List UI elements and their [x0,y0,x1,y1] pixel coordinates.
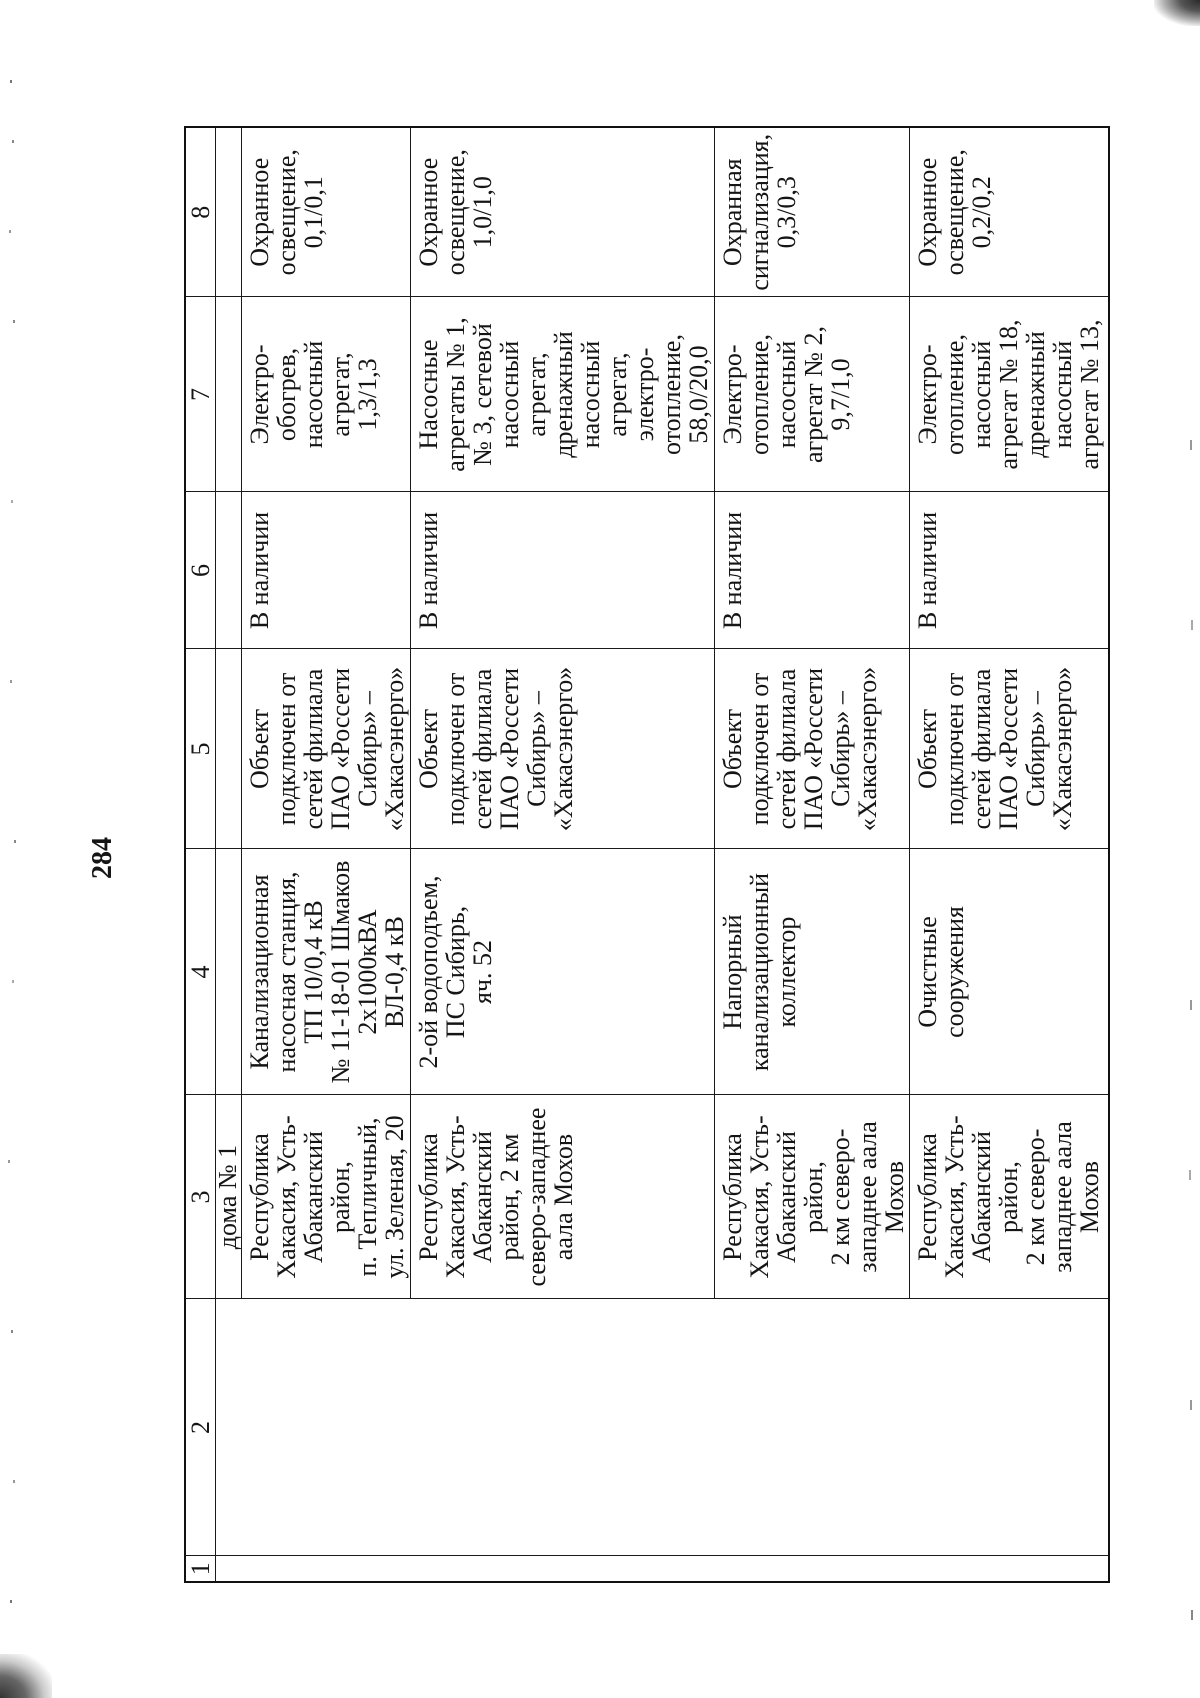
scan-specks-right [1190,440,1192,450]
connection-cell: Объект подключен от сетей филиала ПАО «Россети Сибирь» – «Хакасэнерго» [242,649,411,849]
empty-cell [216,849,242,1095]
connection-cell: Объект подключен от сетей филиала ПАО «Россети Сибирь» – «Хакасэнерго» [910,649,1109,849]
availability-cell: В наличии [715,492,910,649]
column-number-6: 6 [185,492,216,649]
availability-cell: В наличии [242,492,411,649]
process-load-cell: Насосные агрегаты № 1, № 3, сетевой насосный агрегат, дренажный насосный агрегат, электро- отопление, 58,0/20,0 [411,297,715,492]
facility-cell: Канализационная насосная станция, ТП 10/0,4 кВ № 11-18-01 Шмаков 2х1000кВА ВЛ-0,4 кВ [242,849,411,1095]
address-cell: Республика Хакасия, Усть- Абаканский район, 2 км северо-западнее аала Мохов [411,1095,715,1299]
column-number-1: 1 [185,1556,216,1582]
facility-cell: Напорный канализационный коллектор [715,849,910,1095]
process-load-cell: Электро- отопление, насосный агрегат № 2, 9,7/1,0 [715,297,910,492]
security-load-cell: Охранное освещение, 0,1/0,1 [242,127,411,297]
security-load-cell: Охранное освещение, 0,2/0,2 [910,127,1109,297]
address-cell: Республика Хакасия, Усть- Абаканский район, п. Тепличный, ул. Зеленая, 20 [242,1095,411,1299]
column-number-4: 4 [185,849,216,1095]
security-load-cell: Охранное освещение, 1,0/1,0 [411,127,715,297]
connection-cell: Объект подключен от сетей филиала ПАО «Россети Сибирь» – «Хакасэнерго» [715,649,910,849]
empty-cell [216,297,242,492]
scan-specks-left [10,80,12,83]
empty-cell [216,649,242,849]
column-number-5: 5 [185,649,216,849]
process-load-cell: Электро- отопление, насосный агрегат № 18, дренажный насосный агрегат № 13, [910,297,1109,492]
availability-cell: В наличии [411,492,715,649]
scan-noise-top-right [1154,0,1200,26]
address-cell: Республика Хакасия, Усть- Абаканский район, 2 км северо- западнее аала Мохов [910,1095,1109,1299]
column-number-8: 8 [185,127,216,297]
address-cell: дома № 1 [216,1095,242,1299]
facility-cell: 2-ой водоподъем, ПС Сибирь, яч. 52 [411,849,715,1095]
number-cell [216,1556,1109,1582]
scan-noise-bottom-left [0,1654,52,1698]
address-cell: Республика Хакасия, Усть- Абаканский район, 2 км северо- западнее аала Мохов [715,1095,910,1299]
page-number: 284 [87,837,118,879]
process-load-cell: Электро- обогрев, насосный агрегат, 1,3/1,3 [242,297,411,492]
connection-cell: Объект подключен от сетей филиала ПАО «Россети Сибирь» – «Хакасэнерго» [411,649,715,849]
data-table [184,126,1110,1583]
column-number-7: 7 [185,297,216,492]
empty-cell [216,492,242,649]
name-cell [216,1299,1109,1556]
header-row [185,127,216,1582]
column-number-2: 2 [185,1299,216,1556]
continuation-row [216,127,242,1582]
security-load-cell: Охранная сигнализация, 0,3/0,3 [715,127,910,297]
column-number-3: 3 [185,1095,216,1299]
facility-cell: Очистные сооружения [910,849,1109,1095]
rotated-table-container [184,128,1107,1583]
empty-cell [216,127,242,297]
availability-cell: В наличии [910,492,1109,649]
